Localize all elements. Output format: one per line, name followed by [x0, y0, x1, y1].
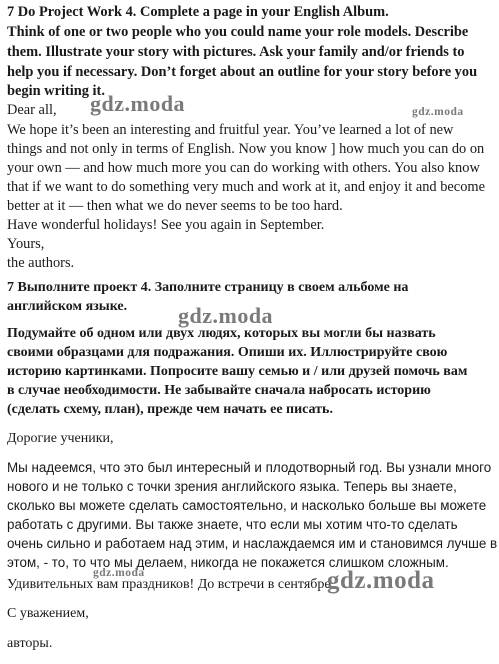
russian-task-line-4: в случае необходимости. Не забывайте сначала набросать историю [7, 383, 431, 398]
watermark-large-2: gdz.moda [178, 303, 274, 328]
watermark-small-2: gdz.moda [93, 567, 145, 579]
english-task-line-3: them. Illustrate your story with pictures. Ask your family and/or friends to [7, 44, 465, 60]
english-body-line-2: things and not only in terms of English. Now you know ] how much you can do on [7, 141, 485, 157]
russian-body-line-6: этом, - то, то что мы делаем, никогда не покажется слишком сложным. [7, 555, 449, 570]
english-body-line-5: better at it — then what we do never seems to be too hard. [7, 198, 343, 214]
english-task-line-4: help you if necessary. Don’t forget about an outline for your story before you [7, 64, 478, 80]
watermark-large-1: gdz.moda [90, 91, 186, 116]
russian-body-line-3: сколько вы можете сделать самостоятельно, и насколько больше вы можете [7, 498, 487, 513]
english-body-line-4: that if we want to do something very much and work at it, and enjoy it and become [7, 179, 485, 195]
russian-task-line-2: своими образцами для подражания. Опиши их. Иллюстрируйте свою [7, 345, 448, 360]
russian-task-title-line-2: английском языке. [7, 299, 128, 314]
english-task-line-5: begin writing it. [7, 83, 105, 99]
russian-signature: авторы. [7, 636, 53, 651]
russian-body-line-4: работать с другими. Вы также знаете, что если мы хотим что-то сделать [7, 517, 458, 532]
english-signature: the authors. [7, 255, 75, 271]
watermark-large-3: gdz.moda [327, 567, 435, 594]
russian-body-line-1: Мы надеемся, что это был интересный и плодотворный год. Вы узнали много [7, 460, 492, 475]
russian-closing: С уважением, [7, 606, 89, 621]
english-closing: Yours, [7, 236, 45, 252]
russian-wish: Удивительных вам праздников! До встречи в сентябре. [7, 577, 335, 592]
watermark-small-1: gdz.moda [412, 106, 464, 118]
english-wish: Have wonderful holidays! See you again in September. [7, 217, 325, 233]
russian-task-line-3: историю картинками. Попросите вашу семью и / или друзей помочь вам [7, 364, 468, 379]
russian-task-line-1: Подумайте об одном или двух людях, которых вы могли бы назвать [7, 326, 436, 341]
english-greeting: Dear all, [7, 102, 57, 118]
russian-greeting: Дорогие ученики, [7, 431, 114, 446]
russian-task-title-line-1: 7 Выполните проект 4. Заполните страницу в своем альбоме на [7, 280, 409, 295]
russian-task-line-5: (сделать схему, план), прежде чем начать ее писать. [7, 402, 333, 417]
russian-body-line-2: нового и не только с точки зрения английского языка. Теперь вы знаете, [7, 479, 457, 494]
english-task-line-1: 7 Do Project Work 4. Complete a page in your English Album. [7, 4, 389, 20]
english-task-line-2: Think of one or two people who you could name your role models. Describe [7, 24, 469, 40]
english-body-line-3: your own — and how much more you can do working with others. You also know [7, 160, 480, 176]
russian-body-line-5: очень сильно и работаем над этим, и наслаждаемся им и становимся лучше в [7, 536, 498, 551]
english-body-line-1: We hope it’s been an interesting and fruitful year. You’ve learned a lot of new [7, 122, 454, 138]
